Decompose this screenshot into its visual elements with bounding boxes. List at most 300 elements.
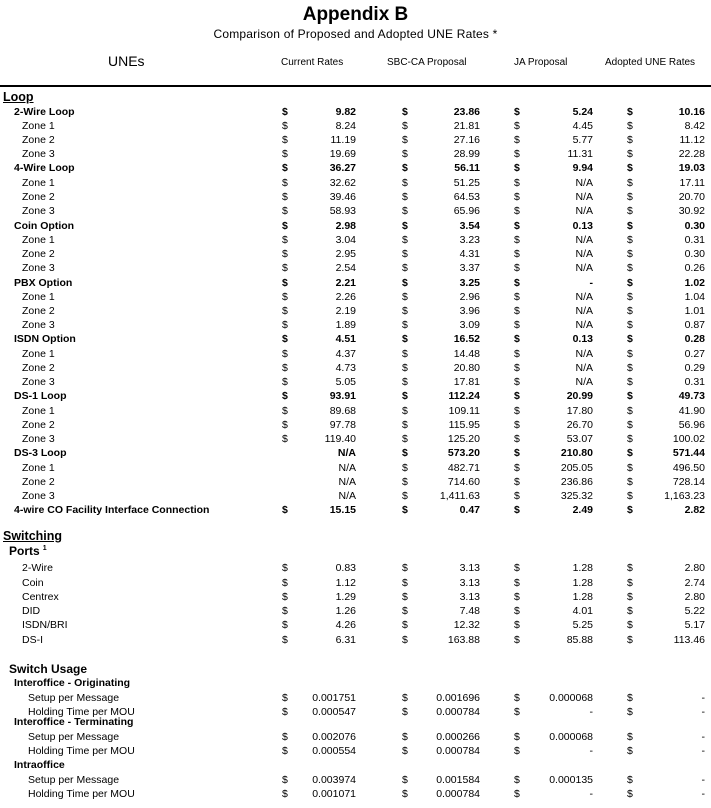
row-label: Zone 1 xyxy=(22,177,55,189)
dollar-sign: $ xyxy=(514,390,520,402)
dollar-sign: $ xyxy=(282,205,288,217)
adopted-rate-value: - xyxy=(701,692,705,704)
current-rate-value: 11.19 xyxy=(330,134,356,146)
current-rate-value: 4.51 xyxy=(335,333,356,345)
current-rate-value: 39.46 xyxy=(329,191,356,203)
ja-proposal-value: N/A xyxy=(575,234,593,246)
dollar-sign: $ xyxy=(514,490,520,502)
current-rate-value: 3.04 xyxy=(335,234,356,246)
column-header-unes: UNEs xyxy=(108,53,145,69)
dollar-sign: $ xyxy=(514,234,520,246)
dollar-sign: $ xyxy=(282,619,288,631)
dollar-sign: $ xyxy=(514,191,520,203)
dollar-sign: $ xyxy=(627,706,633,718)
dollar-sign: $ xyxy=(402,205,408,217)
sbc-proposal-value: 109.11 xyxy=(448,405,480,417)
ja-proposal-value: - xyxy=(589,277,593,289)
row-label: Zone 1 xyxy=(22,234,55,246)
sbc-proposal-value: 27.16 xyxy=(453,134,480,146)
dollar-sign: $ xyxy=(514,706,520,718)
table-row xyxy=(0,633,711,647)
dollar-sign: $ xyxy=(627,177,633,189)
table-row xyxy=(0,730,711,744)
ja-proposal-value: 1.28 xyxy=(572,591,593,603)
dollar-sign: $ xyxy=(282,774,288,786)
dollar-sign: $ xyxy=(627,490,633,502)
dollar-sign: $ xyxy=(627,405,633,417)
dollar-sign: $ xyxy=(282,348,288,360)
row-label: Zone 3 xyxy=(22,319,55,331)
current-rate-value: 36.27 xyxy=(329,162,356,174)
table-row xyxy=(0,590,711,604)
adopted-rate-value: 19.03 xyxy=(678,162,705,174)
row-label: Centrex xyxy=(22,591,59,603)
row-label: Holding Time per MOU xyxy=(28,745,135,757)
dollar-sign: $ xyxy=(402,462,408,474)
dollar-sign: $ xyxy=(402,774,408,786)
dollar-sign: $ xyxy=(402,591,408,603)
ja-proposal-value: 4.45 xyxy=(572,120,593,132)
sbc-proposal-value: 3.54 xyxy=(459,220,480,232)
dollar-sign: $ xyxy=(402,191,408,203)
table-row xyxy=(0,190,711,204)
dollar-sign: $ xyxy=(282,419,288,431)
sbc-proposal-value: 125.20 xyxy=(447,433,480,445)
table-row xyxy=(0,744,711,758)
sbc-proposal-value: 3.25 xyxy=(459,277,480,289)
dollar-sign: $ xyxy=(514,634,520,646)
current-rate-value: N/A xyxy=(338,490,356,502)
table-row xyxy=(0,418,711,432)
ja-proposal-value: 5.77 xyxy=(572,134,593,146)
adopted-rate-value: 20.70 xyxy=(678,191,705,203)
ja-proposal-value: N/A xyxy=(575,319,593,331)
dollar-sign: $ xyxy=(514,433,520,445)
current-rate-value: 2.19 xyxy=(335,305,356,317)
dollar-sign: $ xyxy=(514,305,520,317)
dollar-sign: $ xyxy=(627,220,633,232)
ja-proposal-value: N/A xyxy=(575,291,593,303)
dollar-sign: $ xyxy=(402,319,408,331)
ja-proposal-value: 85.88 xyxy=(566,634,593,646)
dollar-sign: $ xyxy=(627,591,633,603)
dollar-sign: $ xyxy=(402,731,408,743)
dollar-sign: $ xyxy=(282,591,288,603)
section-heading xyxy=(0,529,711,543)
sbc-proposal-value: 3.96 xyxy=(459,305,480,317)
ja-proposal-value: - xyxy=(589,706,593,718)
current-rate-value: 89.68 xyxy=(329,405,356,417)
dollar-sign: $ xyxy=(402,262,408,274)
dollar-sign: $ xyxy=(282,234,288,246)
current-rate-value: 2.98 xyxy=(335,220,356,232)
current-rate-value: 32.62 xyxy=(329,177,356,189)
adopted-rate-value: 10.16 xyxy=(678,106,705,118)
current-rate-value: 2.21 xyxy=(335,277,356,289)
row-label: Zone 3 xyxy=(22,376,55,388)
current-rate-value: 0.003974 xyxy=(312,774,356,786)
sbc-proposal-value: 0.000266 xyxy=(436,731,480,743)
dollar-sign: $ xyxy=(514,106,520,118)
ja-proposal-value: N/A xyxy=(575,348,593,360)
dollar-sign: $ xyxy=(282,731,288,743)
dollar-sign: $ xyxy=(514,248,520,260)
dollar-sign: $ xyxy=(402,490,408,502)
dollar-sign: $ xyxy=(282,220,288,232)
dollar-sign: $ xyxy=(627,162,633,174)
dollar-sign: $ xyxy=(627,476,633,488)
adopted-rate-value: 0.31 xyxy=(684,376,705,388)
table-row xyxy=(0,475,711,489)
dollar-sign: $ xyxy=(402,577,408,589)
current-rate-value: 9.82 xyxy=(335,106,356,118)
ja-proposal-value: - xyxy=(589,788,593,800)
dollar-sign: $ xyxy=(514,731,520,743)
row-label: DS-I xyxy=(22,634,43,646)
table-row xyxy=(0,133,711,147)
sbc-proposal-value: 0.001584 xyxy=(436,774,480,786)
sbc-proposal-value: 3.37 xyxy=(459,262,480,274)
dollar-sign: $ xyxy=(514,605,520,617)
dollar-sign: $ xyxy=(282,106,288,118)
dollar-sign: $ xyxy=(402,619,408,631)
row-label: Zone 1 xyxy=(22,348,55,360)
row-label: Zone 2 xyxy=(22,362,55,374)
row-label: Zone 3 xyxy=(22,205,55,217)
dollar-sign: $ xyxy=(514,177,520,189)
dollar-sign: $ xyxy=(402,148,408,160)
row-label: Zone 2 xyxy=(22,419,55,431)
row-label: Setup per Message xyxy=(28,692,120,704)
current-rate-value: 0.83 xyxy=(335,562,356,574)
dollar-sign: $ xyxy=(282,262,288,274)
current-rate-value: 19.69 xyxy=(329,148,356,160)
sbc-proposal-value: 7.48 xyxy=(459,605,480,617)
sbc-proposal-value: 482.71 xyxy=(447,462,480,474)
dollar-sign: $ xyxy=(514,504,520,516)
dollar-sign: $ xyxy=(627,447,633,459)
row-label: Coin Option xyxy=(14,220,75,232)
ja-proposal-value: N/A xyxy=(575,376,593,388)
dollar-sign: $ xyxy=(514,619,520,631)
dollar-sign: $ xyxy=(282,562,288,574)
current-rate-value: 93.91 xyxy=(329,390,356,402)
sbc-proposal-value: 4.31 xyxy=(459,248,480,260)
sbc-proposal-value: 1,411.63 xyxy=(439,490,480,502)
adopted-rate-value: 17.11 xyxy=(679,177,705,189)
ja-proposal-value: N/A xyxy=(575,262,593,274)
current-rate-value: 5.05 xyxy=(335,376,356,388)
dollar-sign: $ xyxy=(514,577,520,589)
dollar-sign: $ xyxy=(282,405,288,417)
table-row xyxy=(0,503,711,517)
current-rate-value: 2.26 xyxy=(335,291,356,303)
table-row xyxy=(0,489,711,503)
row-label: Coin xyxy=(22,577,44,589)
dollar-sign: $ xyxy=(514,562,520,574)
dollar-sign: $ xyxy=(627,248,633,260)
dollar-sign: $ xyxy=(514,591,520,603)
adopted-rate-value: 496.50 xyxy=(672,462,705,474)
dollar-sign: $ xyxy=(514,692,520,704)
adopted-rate-value: 2.82 xyxy=(684,504,705,516)
row-label: Switching xyxy=(3,529,63,543)
footnote-marker: 1 xyxy=(42,545,47,552)
ja-proposal-value: 205.05 xyxy=(560,462,593,474)
dollar-sign: $ xyxy=(402,362,408,374)
adopted-rate-value: 0.30 xyxy=(684,248,705,260)
row-label: Zone 2 xyxy=(22,191,55,203)
dollar-sign: $ xyxy=(627,333,633,345)
ja-proposal-value: N/A xyxy=(575,177,593,189)
ja-proposal-value: 1.28 xyxy=(572,562,593,574)
current-rate-value: 4.26 xyxy=(335,619,356,631)
adopted-rate-value: 41.90 xyxy=(678,405,705,417)
row-label: Zone 1 xyxy=(22,462,55,474)
row-label: Zone 3 xyxy=(22,262,55,274)
dollar-sign: $ xyxy=(514,476,520,488)
dollar-sign: $ xyxy=(282,706,288,718)
sbc-proposal-value: 714.60 xyxy=(447,476,480,488)
adopted-rate-value: - xyxy=(701,731,705,743)
column-header-current-rates: Current Rates xyxy=(281,57,344,68)
adopted-rate-value: 1.02 xyxy=(684,277,705,289)
table-row xyxy=(0,758,711,772)
dollar-sign: $ xyxy=(402,234,408,246)
dollar-sign: $ xyxy=(514,362,520,374)
table-row xyxy=(0,204,711,218)
ja-proposal-value: 325.32 xyxy=(560,490,593,502)
current-rate-value: 4.73 xyxy=(335,362,356,374)
dollar-sign: $ xyxy=(282,390,288,402)
adopted-rate-value: 5.22 xyxy=(684,605,705,617)
row-label: Holding Time per MOU xyxy=(28,706,135,718)
table-row xyxy=(0,105,711,119)
ja-proposal-value: 9.94 xyxy=(572,162,593,174)
current-rate-value: 1.12 xyxy=(335,577,356,589)
dollar-sign: $ xyxy=(514,319,520,331)
current-rate-value: 6.31 xyxy=(335,634,356,646)
adopted-rate-value: 0.27 xyxy=(684,348,705,360)
table-row xyxy=(0,618,711,632)
dollar-sign: $ xyxy=(282,605,288,617)
section-heading xyxy=(0,90,711,104)
dollar-sign: $ xyxy=(627,692,633,704)
current-rate-value: 1.29 xyxy=(335,591,356,603)
adopted-rate-value: 11.12 xyxy=(679,134,705,146)
dollar-sign: $ xyxy=(282,148,288,160)
dollar-sign: $ xyxy=(402,162,408,174)
table-row xyxy=(0,773,711,787)
row-label: Ports $^1$ xyxy=(9,544,47,558)
dollar-sign: $ xyxy=(282,162,288,174)
dollar-sign: $ xyxy=(402,376,408,388)
dollar-sign: $ xyxy=(514,291,520,303)
table-row xyxy=(0,161,711,175)
dollar-sign: $ xyxy=(402,433,408,445)
current-rate-value: 8.24 xyxy=(335,120,356,132)
dollar-sign: $ xyxy=(627,262,633,274)
ja-proposal-value: N/A xyxy=(575,205,593,217)
sbc-proposal-value: 3.13 xyxy=(459,577,480,589)
dollar-sign: $ xyxy=(627,731,633,743)
subsection-heading xyxy=(0,662,711,676)
sbc-proposal-value: 3.13 xyxy=(459,591,480,603)
dollar-sign: $ xyxy=(627,205,633,217)
dollar-sign: $ xyxy=(514,134,520,146)
dollar-sign: $ xyxy=(514,788,520,800)
adopted-rate-value: 0.30 xyxy=(684,220,705,232)
dollar-sign: $ xyxy=(282,191,288,203)
table-row xyxy=(0,576,711,590)
row-label: PBX Option xyxy=(14,277,73,289)
dollar-sign: $ xyxy=(402,220,408,232)
adopted-rate-value: 571.44 xyxy=(672,447,705,459)
dollar-sign: $ xyxy=(402,248,408,260)
row-label: Zone 3 xyxy=(22,490,55,502)
adopted-rate-value: - xyxy=(701,788,705,800)
row-label: 4-wire CO Facility Interface Connection xyxy=(14,504,210,516)
table-row xyxy=(0,404,711,418)
page-subtitle: Comparison of Proposed and Adopted UNE Rates * xyxy=(213,27,498,41)
row-label: Intraoffice xyxy=(14,759,65,771)
dollar-sign: $ xyxy=(627,462,633,474)
adopted-rate-value: 49.73 xyxy=(678,390,705,402)
adopted-rate-value: - xyxy=(701,774,705,786)
dollar-sign: $ xyxy=(514,262,520,274)
dollar-sign: $ xyxy=(514,220,520,232)
dollar-sign: $ xyxy=(514,162,520,174)
adopted-rate-value: 0.31 xyxy=(684,234,705,246)
dollar-sign: $ xyxy=(627,619,633,631)
dollar-sign: $ xyxy=(282,291,288,303)
dollar-sign: $ xyxy=(402,348,408,360)
dollar-sign: $ xyxy=(514,120,520,132)
dollar-sign: $ xyxy=(514,405,520,417)
dollar-sign: $ xyxy=(514,419,520,431)
sbc-proposal-value: 3.23 xyxy=(459,234,480,246)
dollar-sign: $ xyxy=(282,433,288,445)
dollar-sign: $ xyxy=(282,577,288,589)
adopted-rate-value: 0.26 xyxy=(684,262,705,274)
table-row xyxy=(0,715,711,729)
sbc-proposal-value: 65.96 xyxy=(453,205,480,217)
table-row xyxy=(0,361,711,375)
dollar-sign: $ xyxy=(282,319,288,331)
adopted-rate-value: 0.29 xyxy=(684,362,705,374)
row-label: Zone 3 xyxy=(22,433,55,445)
adopted-rate-value: 2.74 xyxy=(684,577,705,589)
dollar-sign: $ xyxy=(514,462,520,474)
dollar-sign: $ xyxy=(402,277,408,289)
ja-proposal-value: N/A xyxy=(575,248,593,260)
ja-proposal-value: 5.24 xyxy=(572,106,593,118)
sbc-proposal-value: 28.99 xyxy=(453,148,480,160)
dollar-sign: $ xyxy=(627,305,633,317)
current-rate-value: 4.37 xyxy=(335,348,356,360)
table-row xyxy=(0,147,711,161)
dollar-sign: $ xyxy=(402,562,408,574)
table-row xyxy=(0,676,711,690)
dollar-sign: $ xyxy=(282,745,288,757)
current-rate-value: 0.002076 xyxy=(312,731,356,743)
sbc-proposal-value: 21.81 xyxy=(453,120,480,132)
row-label: Zone 2 xyxy=(22,476,55,488)
dollar-sign: $ xyxy=(627,788,633,800)
dollar-sign: $ xyxy=(402,291,408,303)
dollar-sign: $ xyxy=(514,774,520,786)
adopted-rate-value: 1.04 xyxy=(684,291,705,303)
row-label: DS-3 Loop xyxy=(14,447,67,459)
current-rate-value: 2.95 xyxy=(335,248,356,260)
dollar-sign: $ xyxy=(627,148,633,160)
ja-proposal-value: 0.13 xyxy=(572,220,593,232)
dollar-sign: $ xyxy=(402,476,408,488)
dollar-sign: $ xyxy=(627,106,633,118)
ja-proposal-value: 0.000068 xyxy=(549,731,593,743)
row-label: 4-Wire Loop xyxy=(14,162,75,174)
dollar-sign: $ xyxy=(402,333,408,345)
column-header-ja-proposal: JA Proposal xyxy=(514,57,568,68)
sbc-proposal-value: 3.09 xyxy=(459,319,480,331)
table-row xyxy=(0,389,711,403)
ja-proposal-value: 2.49 xyxy=(572,504,593,516)
sbc-proposal-value: 51.25 xyxy=(453,177,480,189)
sbc-proposal-value: 2.96 xyxy=(459,291,480,303)
ja-proposal-value: 1.28 xyxy=(572,577,593,589)
current-rate-value: 0.000554 xyxy=(312,745,356,757)
sbc-proposal-value: 0.000784 xyxy=(436,745,480,757)
row-label: ISDN/BRI xyxy=(22,619,68,631)
sbc-proposal-value: 0.47 xyxy=(459,504,480,516)
adopted-rate-value: 22.28 xyxy=(678,148,705,160)
dollar-sign: $ xyxy=(627,562,633,574)
row-label: Zone 2 xyxy=(22,134,55,146)
dollar-sign: $ xyxy=(514,745,520,757)
current-rate-value: N/A xyxy=(337,447,356,459)
adopted-rate-value: 30.92 xyxy=(678,205,705,217)
current-rate-value: 119.40 xyxy=(324,433,356,445)
current-rate-value: 58.93 xyxy=(329,205,356,217)
ja-proposal-value: 11.31 xyxy=(567,148,593,160)
dollar-sign: $ xyxy=(402,305,408,317)
dollar-sign: $ xyxy=(282,120,288,132)
row-label: DS-1 Loop xyxy=(14,390,67,402)
ja-proposal-value: 20.99 xyxy=(566,390,593,402)
adopted-rate-value: - xyxy=(701,706,705,718)
dollar-sign: $ xyxy=(402,504,408,516)
table-row xyxy=(0,347,711,361)
table-row xyxy=(0,332,711,346)
table-row xyxy=(0,432,711,446)
adopted-rate-value: 2.80 xyxy=(684,562,705,574)
sbc-proposal-value: 115.95 xyxy=(448,419,480,431)
page-title: Appendix B xyxy=(302,4,409,25)
dollar-sign: $ xyxy=(627,504,633,516)
header-divider xyxy=(0,85,711,87)
dollar-sign: $ xyxy=(627,348,633,360)
table-row xyxy=(0,290,711,304)
row-label: Zone 2 xyxy=(22,305,55,317)
sbc-proposal-value: 12.32 xyxy=(453,619,480,631)
ja-proposal-value: 5.25 xyxy=(572,619,593,631)
dollar-sign: $ xyxy=(627,419,633,431)
ja-proposal-value: 17.80 xyxy=(566,405,593,417)
dollar-sign: $ xyxy=(402,692,408,704)
ja-proposal-value: 0.000135 xyxy=(549,774,593,786)
current-rate-value: 2.54 xyxy=(335,262,356,274)
column-header-sbc-proposal: SBC-CA Proposal xyxy=(387,57,467,68)
